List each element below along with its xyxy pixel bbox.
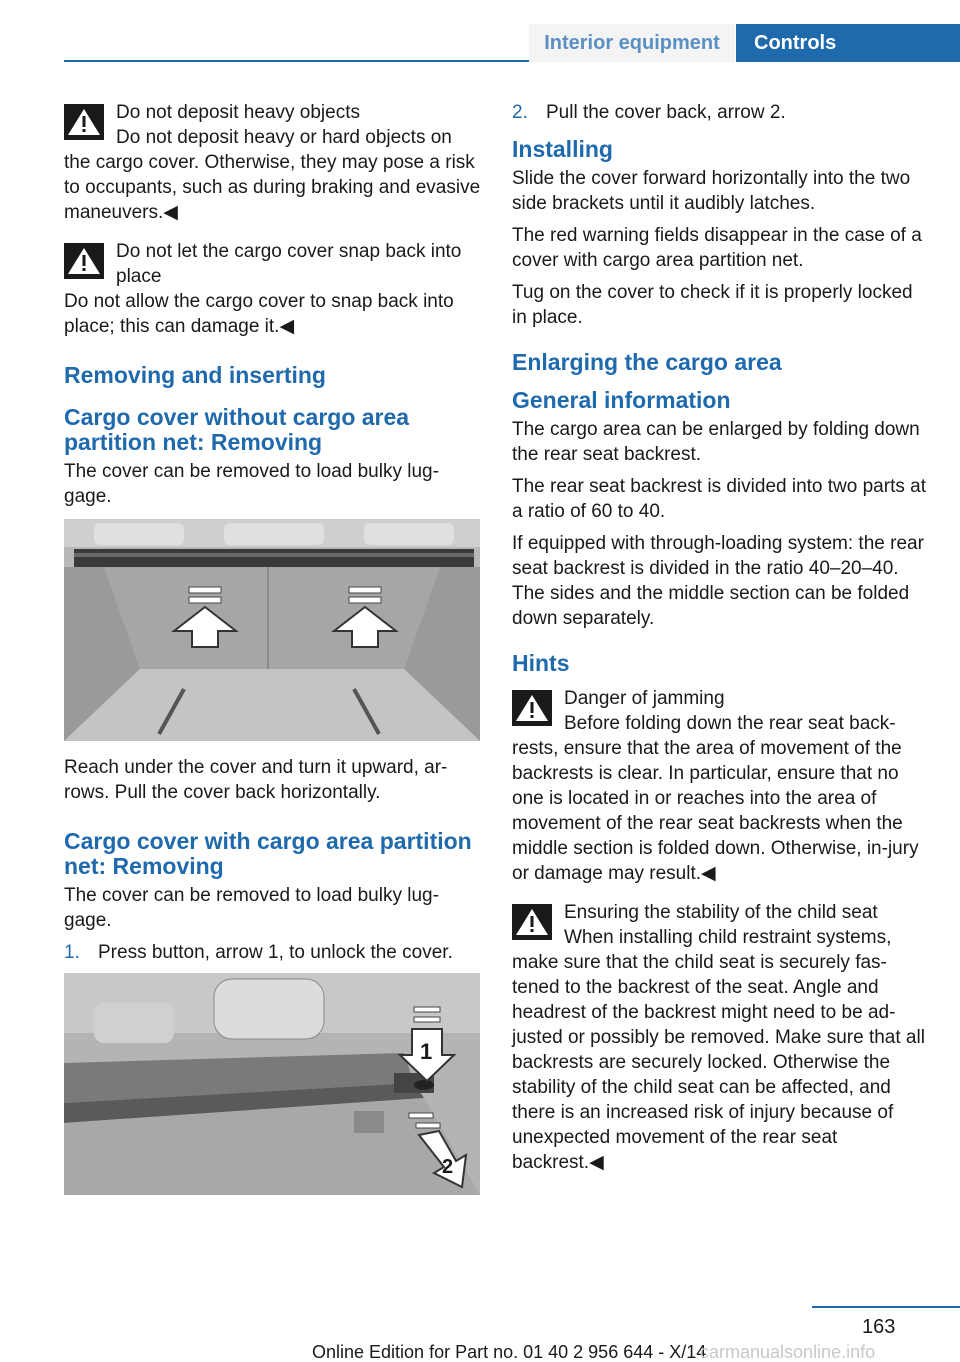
paragraph: The cargo area can be enlarged by folding down the rear seat backrest. (512, 419, 920, 465)
paragraph: The cover can be removed to load bulky lug-gage. (64, 885, 439, 931)
warning-title: Do not let the cargo cover snap back into place (116, 241, 462, 287)
arrow-label-2: 2 (442, 1156, 454, 1178)
heading-general-information: General information (512, 387, 731, 413)
header-chapter-tab: Controls (736, 24, 960, 62)
subheading-without-net: Cargo cover without cargo area partition net: Removing (64, 404, 410, 455)
warning-body: When installing child restraint systems, make sure that the child seat is securely fas-tened to the backrest of the seat. Angle and headrest of the backrest might need to be ad-justed or possibly be removed. Make sure that all backrests are securely locked. Otherwise the stability of the child seat can be affected, and there is an increased risk of injury because of unexpected movement of the rear seat backrest.◀ (512, 927, 925, 1173)
warning-body: Do not allow the cargo cover to snap back into place; this can damage it.◀ (64, 291, 454, 337)
paragraph: The cover can be removed to load bulky lug-gage. (64, 461, 439, 507)
paragraph: The rear seat backrest is divided into two parts at a ratio of 60 to 40. (512, 476, 926, 522)
warning-title: Ensuring the stability of the child seat (564, 902, 878, 923)
warning-title: Do not deposit heavy objects (116, 102, 360, 123)
warning-jamming (512, 686, 932, 886)
warning-icon (512, 690, 552, 726)
paragraph: The red warning fields disappear in the case of a cover with cargo area partition net. (512, 225, 922, 271)
warning-title: Danger of jamming (564, 688, 725, 709)
header-section-tab: Interior equipment (529, 24, 735, 62)
figure-cargo-cover-removal (64, 519, 480, 741)
step-number: 1. (64, 942, 80, 963)
footer-edition: Online Edition for Part no. 01 40 2 956 644 - X/14 (312, 1342, 707, 1362)
arrow-label-1: 1 (420, 1039, 433, 1064)
header-rule (64, 60, 529, 62)
warning-body: Before folding down the rear seat back-rests, ensure that the area of movement of the backrests is clear. In particular, ensure that no one is located in or reaches into the area of movement of the rear seat backrests when the middle section is folded down. Otherwise, in-jury or damage may result.◀ (512, 713, 919, 884)
page-number: 163 (862, 1316, 896, 1338)
warning-child-seat (512, 900, 932, 1175)
paragraph: Tug on the cover to check if it is properly locked in place. (512, 282, 913, 328)
figure-cargo-cover-net (64, 973, 480, 1195)
warning-icon (512, 904, 552, 940)
heading-enlarging: Enlarging the cargo area (512, 349, 782, 375)
steps-list-right (512, 100, 932, 125)
warning-snap-back (64, 239, 482, 339)
step-text: Press button, arrow 1, to unlock the cover. (98, 942, 453, 963)
figure-caption: Reach under the cover and turn it upward, ar-rows. Pull the cover back horizontally. (64, 757, 448, 803)
list-item (64, 940, 482, 965)
footer-watermark: carmanualsonline.info (700, 1342, 876, 1362)
warning-body: Do not deposit heavy or hard objects on the cargo cover. Otherwise, they may pose a risk to occupants, such as during braking and evasive maneuvers.◀ (64, 127, 481, 223)
subheading-with-net: Cargo cover with cargo area partition net: Removing (64, 828, 472, 879)
list-item (512, 100, 932, 125)
footer-rule (812, 1306, 960, 1308)
paragraph: Slide the cover forward horizontally into the two side brackets until it audibly latches. (512, 168, 911, 214)
page-header (0, 0, 960, 62)
paragraph: If equipped with through-loading system: the rear seat backrest is divided in the ratio 40–20–40. The sides and the middle section can be folded down separately. (512, 533, 924, 629)
right-column (512, 100, 932, 1183)
warning-icon (64, 243, 104, 279)
cargo-area-illustration (64, 519, 480, 741)
heading-hints: Hints (512, 650, 570, 676)
warning-icon (64, 104, 104, 140)
heading-installing: Installing (512, 136, 613, 162)
warning-heavy-objects (64, 100, 482, 225)
left-column (64, 100, 482, 1209)
step-number: 2. (512, 102, 528, 123)
cargo-cover-net-illustration (64, 973, 480, 1195)
steps-list-left (64, 940, 482, 965)
step-text: Pull the cover back, arrow 2. (546, 102, 786, 123)
heading-removing-inserting: Removing and inserting (64, 362, 326, 388)
